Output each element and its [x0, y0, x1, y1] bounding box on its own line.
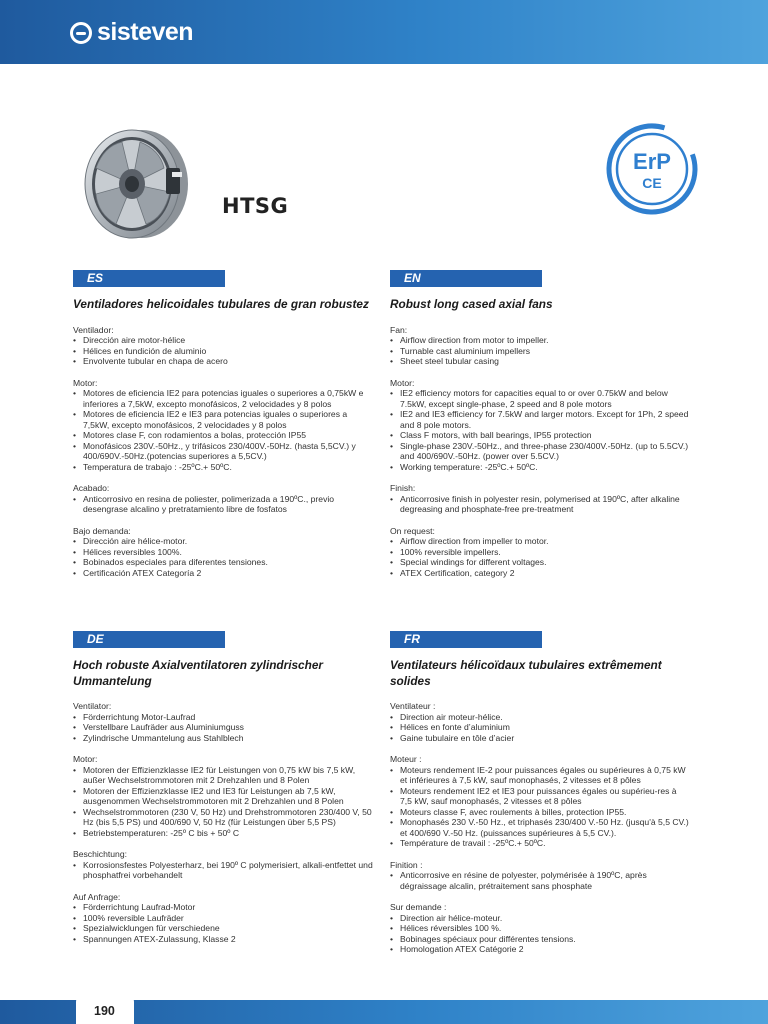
spec-item: • Dirección aire hélice-motor.: [73, 536, 373, 547]
spec-item: • Monofásicos 230V.-50Hz., y trifásicos 230/400V.-50Hz. (hasta 5,5CV.) y 400/690V.-50Hz.(potencias superiores a 5,5CV.): [73, 441, 373, 462]
spec-item: • Motores clase F, con rodamientos a bolas, protección IP55: [73, 430, 373, 441]
brand-logo-icon: [70, 22, 92, 44]
spec-item: • Spezialwicklungen für verschiedene: [73, 923, 373, 934]
spec-group: [390, 754, 690, 849]
spec-item: • Förderrichtung Laufrad-Motor: [73, 902, 373, 913]
spec-group: [73, 701, 373, 743]
spec-group: [390, 378, 690, 473]
spec-item: • Moteurs rendement IE-2 pour puissances égales ou supérieures à 0,75 kW et inférieures à 7,5 kW, sauf monophasés, 2 vitesses et 8 pôles: [390, 765, 690, 786]
spec-item: • 100% reversible Laufräder: [73, 913, 373, 924]
spec-item: • Température de travail : -25ºC.+ 50ºC.: [390, 838, 690, 849]
axial-fan-product-image: [80, 128, 190, 240]
spec-group-label: On request:: [390, 525, 435, 536]
section-es: [73, 270, 373, 589]
spec-item: • Single-phase 230V.-50Hz., and three-phase 230/400V.-50Hz. (up to 5.5CV.) and 400/690V.-50Hz. (power over 5.5CV.): [390, 441, 690, 462]
section-fr: [390, 631, 690, 966]
spec-group: [390, 701, 690, 743]
spec-item: • Verstellbare Laufräder aus Aluminiumguss: [73, 722, 373, 733]
spec-item: • Monophasés 230 V.-50 Hz., et triphasés 230/400 V.-50 Hz. (jusqu'à 5,5 CV.) et 400/690 V.-50 Hz. (puissances supérieures à 5,5 CV.).: [390, 817, 690, 838]
spec-item: • Motores de eficiencia IE2 e IE3 para potencias iguales o superiores a 7,5kW, excepto monofásicos, 2 velocidades y 8 polos: [73, 409, 373, 430]
spec-group: [390, 526, 690, 579]
spec-item: • Moteurs classe F, avec roulements à billes, protection IP55.: [390, 807, 690, 818]
spec-item: • Certificación ATEX Categoría 2: [73, 568, 373, 579]
spec-item: • Korrosionsfestes Polyesterharz, bei 190º C polymerisiert, alkali-entfettet und phosphatfrei vorbehandelt: [73, 860, 373, 881]
spec-item: • Hélices en fundición de aluminio: [73, 346, 373, 357]
language-tag-es: ES: [73, 270, 225, 287]
spec-group-label: Finish:: [390, 483, 416, 493]
spec-item: • Dirección aire motor-hélice: [73, 335, 373, 346]
spec-item: • Direction air moteur-hélice.: [390, 712, 690, 723]
section-de: [73, 631, 373, 955]
spec-item: • Motoren der Effizienzklasse IE2 und IE3 für Leistungen ab 7,5 kW, ausgenommen Wechselstrommotoren mit 2 Drehzahlen und 8 Polen: [73, 786, 373, 807]
spec-item: • Betriebstemperaturen: -25º C bis + 50º C: [73, 828, 373, 839]
spec-item: • Direction air hélice-moteur.: [390, 913, 690, 924]
spec-item: • Homologation ATEX Catégorie 2: [390, 944, 690, 955]
spec-group: [73, 483, 373, 515]
spec-group: [73, 325, 373, 367]
language-tag-en: EN: [390, 270, 542, 287]
spec-item: • Spannungen ATEX-Zulassung, Klasse 2: [73, 934, 373, 945]
section-title-en: Robust long cased axial fans: [390, 297, 553, 311]
section-title-de: Hoch robuste Axialventilatoren zylindrischer Ummantelung: [73, 658, 323, 688]
product-code: HTSG: [222, 194, 289, 218]
spec-item: • Moteurs rendement IE2 et IE3 pour puissances égales ou supérieu-res à 7,5 kW, sauf monophasés, 2 vitesses et 8 pôles: [390, 786, 690, 807]
spec-item: • Special windings for different voltages.: [390, 557, 690, 568]
spec-group-label: Ventilateur :: [390, 701, 436, 711]
spec-group: [390, 325, 690, 367]
spec-group: [73, 849, 373, 881]
spec-group-label: Beschichtung:: [73, 849, 127, 859]
spec-item: • ATEX Certification, category 2: [390, 568, 690, 579]
spec-item: • Hélices en fonte d’aluminium: [390, 722, 690, 733]
spec-item: • Envolvente tubular en chapa de acero: [73, 356, 373, 367]
language-tag-fr: FR: [390, 631, 542, 648]
brand-name: sisteven: [97, 18, 194, 46]
spec-group-label: Ventilator:: [73, 701, 112, 711]
spec-group-label: Sur demande :: [390, 902, 447, 912]
spec-group-label: Motor:: [73, 377, 98, 388]
spec-group: [390, 860, 690, 892]
spec-item: • Turnable cast aluminium impellers: [390, 346, 690, 357]
spec-group: [390, 483, 690, 515]
spec-item: • Temperatura de trabajo : -25ºC.+ 50ºC.: [73, 462, 373, 473]
spec-item: • Bobinados especiales para diferentes tensiones.: [73, 557, 373, 568]
spec-item: • Bobinages spéciaux pour différentes tensions.: [390, 934, 690, 945]
spec-item: • IE2 and IE3 efficiency for 7.5kW and larger motors. Except for 1Ph, 2 speed and 8 pole motors.: [390, 409, 690, 430]
spec-group-label: Bajo demanda:: [73, 525, 131, 536]
language-tag-de: DE: [73, 631, 225, 648]
spec-group: [73, 378, 373, 473]
spec-group-label: Acabado:: [73, 483, 110, 493]
spec-group-label: Fan:: [390, 324, 408, 335]
spec-item: • Zylindrische Ummantelung aus Stahlblech: [73, 733, 373, 744]
spec-group-label: Motor:: [390, 377, 415, 388]
spec-group: [73, 754, 373, 838]
spec-group-label: Auf Anfrage:: [73, 891, 121, 902]
section-title-fr: Ventilateurs hélicoïdaux tubulaires extrêmement solides: [390, 658, 662, 688]
spec-group: [73, 526, 373, 579]
spec-item: • Motores de eficiencia IE2 para potencias iguales o superiores a 0,75kW e inferiores a 7,5kW, excepto monofásicos, 2 velocidades y 8 polos: [73, 388, 373, 409]
spec-group-label: Finition :: [390, 859, 423, 870]
brand-logo[interactable]: [70, 18, 193, 47]
spec-group: [73, 892, 373, 945]
spec-group-label: Motor:: [73, 754, 98, 764]
spec-item: • Class F motors, with ball bearings, IP55 protection: [390, 430, 690, 441]
spec-group-label: Moteur :: [390, 754, 422, 764]
page-number: 190: [94, 1004, 115, 1018]
spec-item: • Sheet steel tubular casing: [390, 356, 690, 367]
erp-label: ErP: [633, 149, 671, 174]
spec-item: • Anticorrosive en résine de polyester, polymérisée à 190ºC, après dégraissage alcalin, prétraitement sans phosphate: [390, 870, 690, 891]
spec-item: • Hélices réversibles 100 %.: [390, 923, 690, 934]
spec-item: • Airflow direction from impeller to motor.: [390, 536, 690, 547]
spec-item: • Motoren der Effizienzklasse IE2 für Leistungen von 0,75 kW bis 7,5 kW, außer Wechselstrommotoren mit 2 Drehzahlen und 8 Polen: [73, 765, 373, 786]
spec-group-label: Ventilador:: [73, 324, 114, 335]
header-banner: [0, 0, 768, 64]
ce-mark: CE: [642, 175, 662, 191]
section-title-es: Ventiladores helicoidales tubulares de gran robustez: [73, 297, 369, 311]
spec-item: • Gaine tubulaire en tôle d’acier: [390, 733, 690, 744]
spec-item: • Hélices reversibles 100%.: [73, 547, 373, 558]
spec-item: • Förderrichtung Motor-Laufrad: [73, 712, 373, 723]
spec-item: • Anticorrosivo en resina de poliester, polimerizada a 190ºC., previo desengrase alcalino y pretratamiento libre de fosfatos: [73, 494, 373, 515]
spec-item: • IE2 efficiency motors for capacities equal to or over 0.75kW and below 7.5kW, except single-phase, 2 speed and 8 pole motors: [390, 388, 690, 409]
spec-item: • Wechselstrommotoren (230 V, 50 Hz) und Drehstrommotoren 230/400 V, 50 Hz (bis 5,5 PS) und 400/690 V, 50 Hz (für Leistungen über 5,5 PS): [73, 807, 373, 828]
spec-item: • Anticorrosive finish in polyester resin, polymerised at 190ºC, after alkaline degreasing and phosphate-free pre-treatment: [390, 494, 690, 515]
spec-group: [390, 902, 690, 955]
spec-item: • Airflow direction from motor to impeller.: [390, 335, 690, 346]
spec-item: • 100% reversible impellers.: [390, 547, 690, 558]
section-en: [390, 270, 690, 589]
erp-ce-badge: [605, 122, 699, 216]
spec-item: • Working temperature: -25ºC.+ 50ºC.: [390, 462, 690, 473]
